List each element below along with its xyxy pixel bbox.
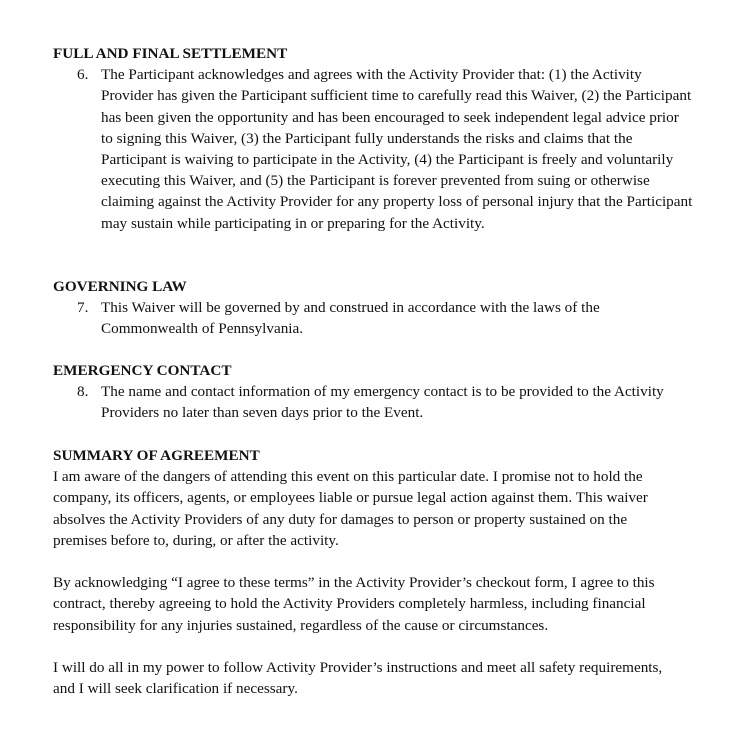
summary-paragraph: I will do all in my power to follow Activity Provider’s instructions and meet all safety requirements, and I will seek clarification if necessary.: [53, 658, 663, 698]
numbered-clause: [53, 297, 693, 339]
clause-number: 6.: [77, 66, 89, 84]
numbered-clause: [53, 64, 693, 234]
section-heading: SUMMARY OF AGREEMENT: [53, 447, 260, 464]
clause-number: 7.: [77, 299, 89, 317]
clause-number: 8.: [77, 383, 89, 401]
section-emergency-contact: [53, 360, 693, 424]
numbered-clause: [53, 381, 693, 423]
section-summary-of-agreement: [53, 445, 683, 699]
section-full-and-final-settlement: [53, 43, 693, 234]
section-governing-law: [53, 276, 693, 340]
clause-text: The Participant acknowledges and agrees with the Activity Provider that: (1) the Activity Provider has given the Participant sufficient time to carefully read this Waiver, (2) the Participant has been given the opportunity and has been encouraged to seek independent legal advice prior to signing this Waiver, (3) the Participant fully understands the risks and claims that the Participant is waiving to participate in the Activity, (4) the Participant is freely and voluntarily executing this Waiver, and (5) the Participant is forever prevented from suing or otherwise claiming against the Activity Provider for any property loss of personal injury that the Participant may sustain while participating in or preparing for the Activity.: [101, 66, 693, 232]
clause-text: The name and contact information of my emergency contact is to be provided to the Activity Providers no later than seven days prior to the Event.: [101, 383, 664, 422]
section-heading: FULL AND FINAL SETTLEMENT: [53, 45, 288, 62]
summary-paragraph: By acknowledging “I agree to these terms” in the Activity Provider’s checkout form, I agree to this contract, thereby agreeing to hold the Activity Providers completely harmless, including financial responsibility for any injuries sustained, regardless of the cause or circumstances.: [53, 574, 655, 634]
summary-paragraph: I am aware of the dangers of attending this event on this particular date. I promise not to hold the company, its officers, agents, or employees liable or pursue legal action against them. This waiver absolves the Activity Providers of any duty for damages to person or property sustained on the premises before to, during, or after the activity.: [53, 468, 648, 549]
section-heading: GOVERNING LAW: [53, 278, 187, 295]
section-heading: EMERGENCY CONTACT: [53, 362, 232, 379]
clause-text: This Waiver will be governed by and construed in accordance with the laws of the Commonwealth of Pennsylvania.: [101, 299, 600, 338]
